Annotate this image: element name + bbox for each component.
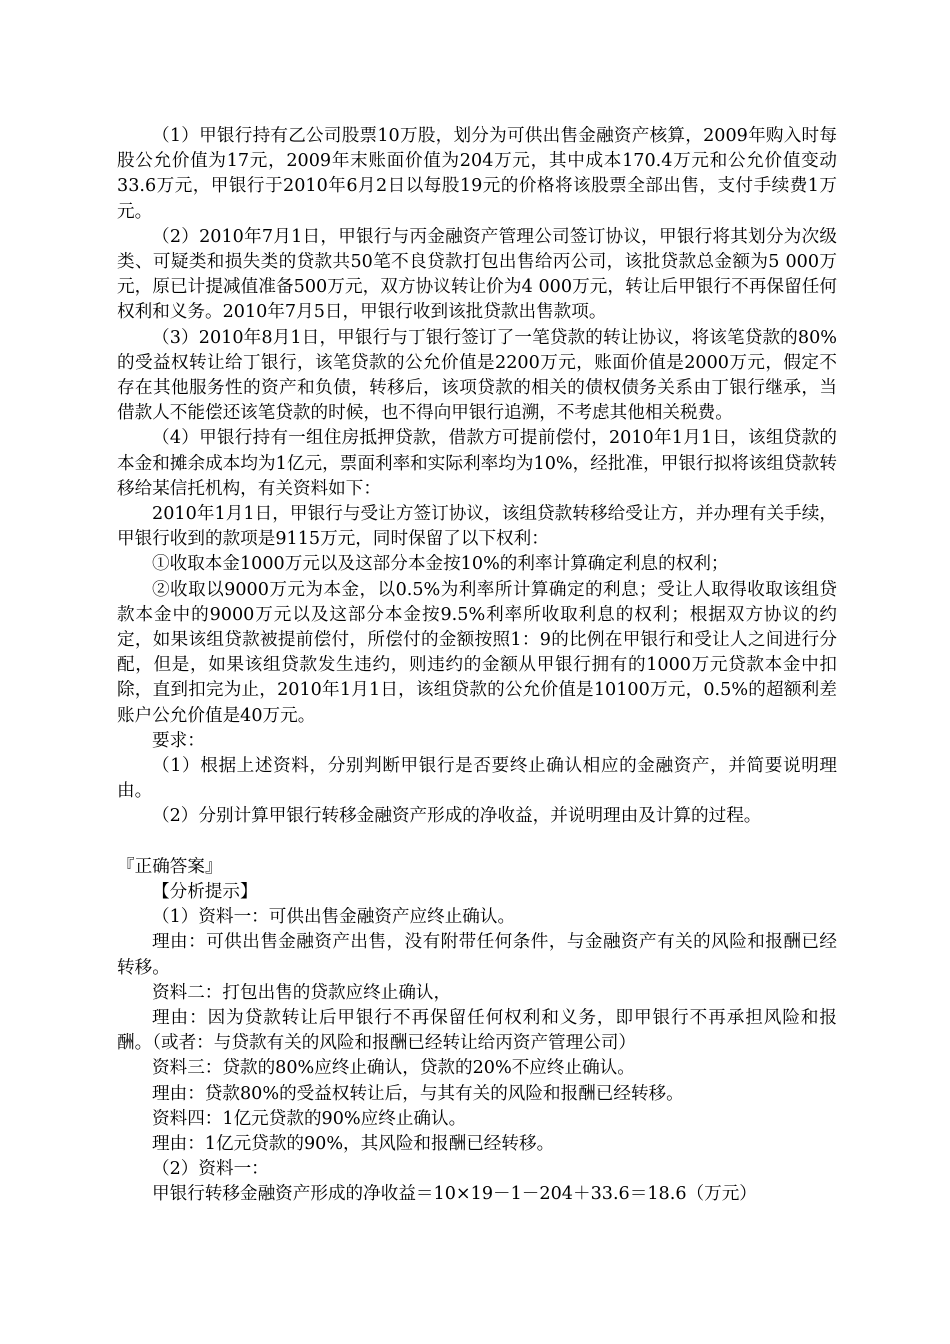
requirement-2: （2）分别计算甲银行转移金融资产形成的净收益，并说明理由及计算的过程。: [152, 806, 762, 827]
answer-line: 资料二：打包出售的贷款应终止确认，: [152, 982, 452, 1003]
answer-line: （2）资料一：: [152, 1159, 269, 1180]
material-4: （4）甲银行持有一组住房抵押贷款，借款方可提前偿付，2010年1月1日，该组贷款的本金和摊余成本均为1亿元，票面利率和实际利率均为10%，经批准，甲银行拟将该组贷款转移给某信托机构，有关资料如下：: [117, 428, 837, 499]
document-body: [117, 124, 837, 1208]
answer-line: （1）资料一：可供出售金融资产应终止确认。: [152, 907, 516, 928]
answer-line: 理由：1亿元贷款的90%，其风险和报酬已经转移。: [152, 1133, 555, 1154]
answer-line: 理由：可供出售金融资产出售，没有附带任何条件，与金融资产有关的风险和报酬已经转移。: [117, 932, 837, 978]
material-4-agreement: 2010年1月1日，甲银行与受让方签订协议，该组贷款转移给受让方，并办理有关手续，甲银行收到的款项是9115万元，同时保留了以下权利：: [117, 504, 837, 550]
material-3: （3）2010年8月1日，甲银行与丁银行签订了一笔贷款的转让协议，将该笔贷款的80%的受益权转让给丁银行，该笔贷款的公允价值是2200万元，账面价值是2000万元，假定不存在其他服务性的资产和负债，转移后，该项贷款的相关的债权债务关系由丁银行继承，当借款人不能偿还该笔贷款的时候，也不得向甲银行追溯，不考虑其他相关税费。: [117, 327, 837, 424]
requirements-label: 要求：: [152, 730, 205, 751]
material-1: （1）甲银行持有乙公司股票10万股，划分为可供出售金融资产核算，2009年购入时每股公允价值为17元，2009年末账面价值为204万元，其中成本170.4万元和公允价值变动33.6万元，甲银行于2010年6月2日以每股19元的价格将该股票全部出售，支付手续费1万元。: [117, 126, 837, 222]
answer-subheading: 【分析提示】: [152, 881, 258, 902]
material-4-right-1: ①收取本金1000万元以及这部分本金按10%的利率计算确定利息的权利；: [152, 554, 729, 575]
material-4-right-2: ②收取以9000万元为本金，以0.5%为利率所计算确定的利息；受让人取得收取该组贷款本金中的9000万元以及这部分本金按9.5%利率所收取利息的权利；根据双方协议的约定，如果该组贷款被提前偿付，所偿付的金额按照1：9的比例在甲银行和受让人之间进行分配，但是，如果该组贷款发生违约，则违约的金额从甲银行拥有的1000万元贷款本金中扣除，直到扣完为止，2010年1月1日，该组贷款的公允价值是10100万元，0.5%的超额利差账户公允价值是40万元。: [117, 579, 837, 726]
answer-line: 资料四：1亿元贷款的90%应终止确认。: [152, 1108, 467, 1129]
requirement-1: （1）根据上述资料，分别判断甲银行是否要终止确认相应的金融资产，并简要说明理由。: [117, 756, 837, 802]
answer-line: 理由：因为贷款转让后甲银行不再保留任何权利和义务，即甲银行不再承担风险和报酬。（或者：与贷款有关的风险和报酬已经转让给丙资产管理公司）: [117, 1007, 837, 1054]
answer-line: 甲银行转移金融资产形成的净收益＝10×19－1－204＋33.6＝18.6（万元）: [152, 1184, 757, 1205]
answer-line: 理由：贷款80%的受益权转让后，与其有关的风险和报酬已经转移。: [152, 1083, 684, 1104]
answer-line: 资料三：贷款的80%应终止确认，贷款的20%不应终止确认。: [152, 1058, 635, 1079]
answer-heading: 『正确答案』: [117, 856, 223, 877]
material-2: （2）2010年7月1日，甲银行与丙金融资产管理公司签订协议，甲银行将其划分为次级类、可疑类和损失类的贷款共50笔不良贷款打包出售给丙公司，该批贷款总金额为5 000万元，原已计提减值准备500万元，双方协议转让价为4 000万元，转让后甲银行不再保留任何权利和义务。2010年7月5日，甲银行收到该批贷款出售款项。: [117, 226, 838, 323]
